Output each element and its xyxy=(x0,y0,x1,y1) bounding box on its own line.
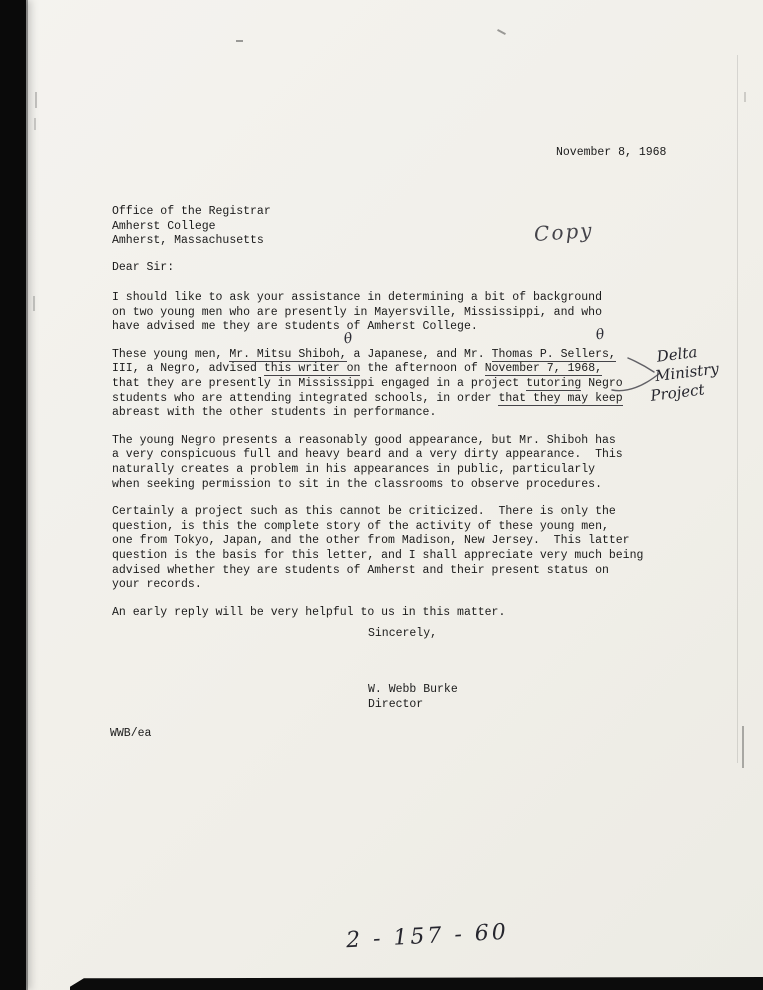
recipient-line-2: Amherst College xyxy=(112,219,216,233)
typed-line: Certainly a project such as this cannot be criticized. There is only the xyxy=(112,505,616,519)
typed-line: a very conspicuous full and heavy beard and a very dirty appearance. This xyxy=(112,448,623,462)
handwritten-copy-stamp: Copy xyxy=(533,217,595,247)
scan-artifact-bottom-bar xyxy=(70,977,763,990)
typed-line: The young Negro presents a reasonably good appearance, but Mr. Shiboh has xyxy=(112,433,616,447)
closing: Sincerely, xyxy=(368,627,438,640)
scan-artifact-left-binding-bar xyxy=(0,0,26,990)
salutation: Dear Sir: xyxy=(112,261,175,274)
scan-pencil-mark xyxy=(34,118,36,130)
scan-speck xyxy=(497,29,506,35)
typed-line: advised whether they are students of Amherst and their present status on xyxy=(112,563,609,577)
signature-title: Director xyxy=(368,697,424,711)
typed-line: abreast with the other students in performance. xyxy=(112,406,437,420)
typed-line: I should like to ask your assistance in determining a bit of background xyxy=(112,291,602,304)
typed-line: An early reply will be very helpful to us in this matter. xyxy=(112,605,506,619)
typed-line: that they are presently in Mississippi engaged in a project tutoring Negro xyxy=(112,376,623,390)
typed-line: question is the basis for this letter, and I shall appreciate very much being xyxy=(112,548,644,562)
letter-date: November 8, 1968 xyxy=(556,146,667,159)
handwritten-catalog-number: 2 - 157 - 60 xyxy=(345,919,510,954)
typed-line: when seeking permission to sit in the classrooms to observe procedures. xyxy=(112,477,602,491)
typed-line: your records. xyxy=(112,578,202,592)
paragraph xyxy=(112,291,712,335)
typed-line: one from Tokyo, Japan, and the other from Madison, New Jersey. This latter xyxy=(112,534,630,548)
letter-body xyxy=(112,291,712,633)
typed-line: question, is this the complete story of the activity of these young men, xyxy=(112,519,609,533)
typist-reference: WWB/ea xyxy=(110,727,152,740)
scan-edge-mark xyxy=(742,726,744,768)
scan-pencil-mark xyxy=(33,296,35,311)
scan-pencil-mark xyxy=(35,92,37,108)
handwritten-arrow-to-margin-note xyxy=(598,350,670,404)
typed-line: students who are attending integrated schools, in order that they may keep xyxy=(112,391,623,405)
scan-artifact-right-edge-line xyxy=(737,55,738,763)
typed-line: on two young men who are presently in Mayersville, Mississippi, and who xyxy=(112,305,602,319)
paragraph xyxy=(112,434,712,492)
signature-block xyxy=(368,683,458,712)
typed-line: These young men, Mr. Mitsu Shiboh, a Japanese, and Mr. Thomas P. Sellers, xyxy=(112,347,616,361)
scan-edge-mark xyxy=(744,92,746,102)
typed-line: naturally creates a problem in his appearances in public, particularly xyxy=(112,462,596,476)
paragraph xyxy=(112,606,712,621)
proofreader-mark: θ xyxy=(594,326,606,344)
recipient-line-3: Amherst, Massachusetts xyxy=(112,234,264,248)
paragraph xyxy=(112,505,712,593)
typed-line: III, a Negro, advised this writer on the afternoon of November 7, 1968, xyxy=(112,362,603,376)
recipient-line-1: Office of the Registrar xyxy=(112,205,271,218)
scan-speck xyxy=(236,40,243,42)
margin-note-line-1: Delta xyxy=(655,342,699,366)
proofreader-mark: θ xyxy=(342,330,354,348)
margin-note-line-3: Project xyxy=(649,380,706,405)
margin-note-line-2: Ministry xyxy=(654,359,720,386)
typed-line: have advised me they are students of Amherst College. xyxy=(112,320,478,334)
recipient-address xyxy=(112,205,271,249)
signature-name: W. Webb Burke xyxy=(368,683,458,696)
